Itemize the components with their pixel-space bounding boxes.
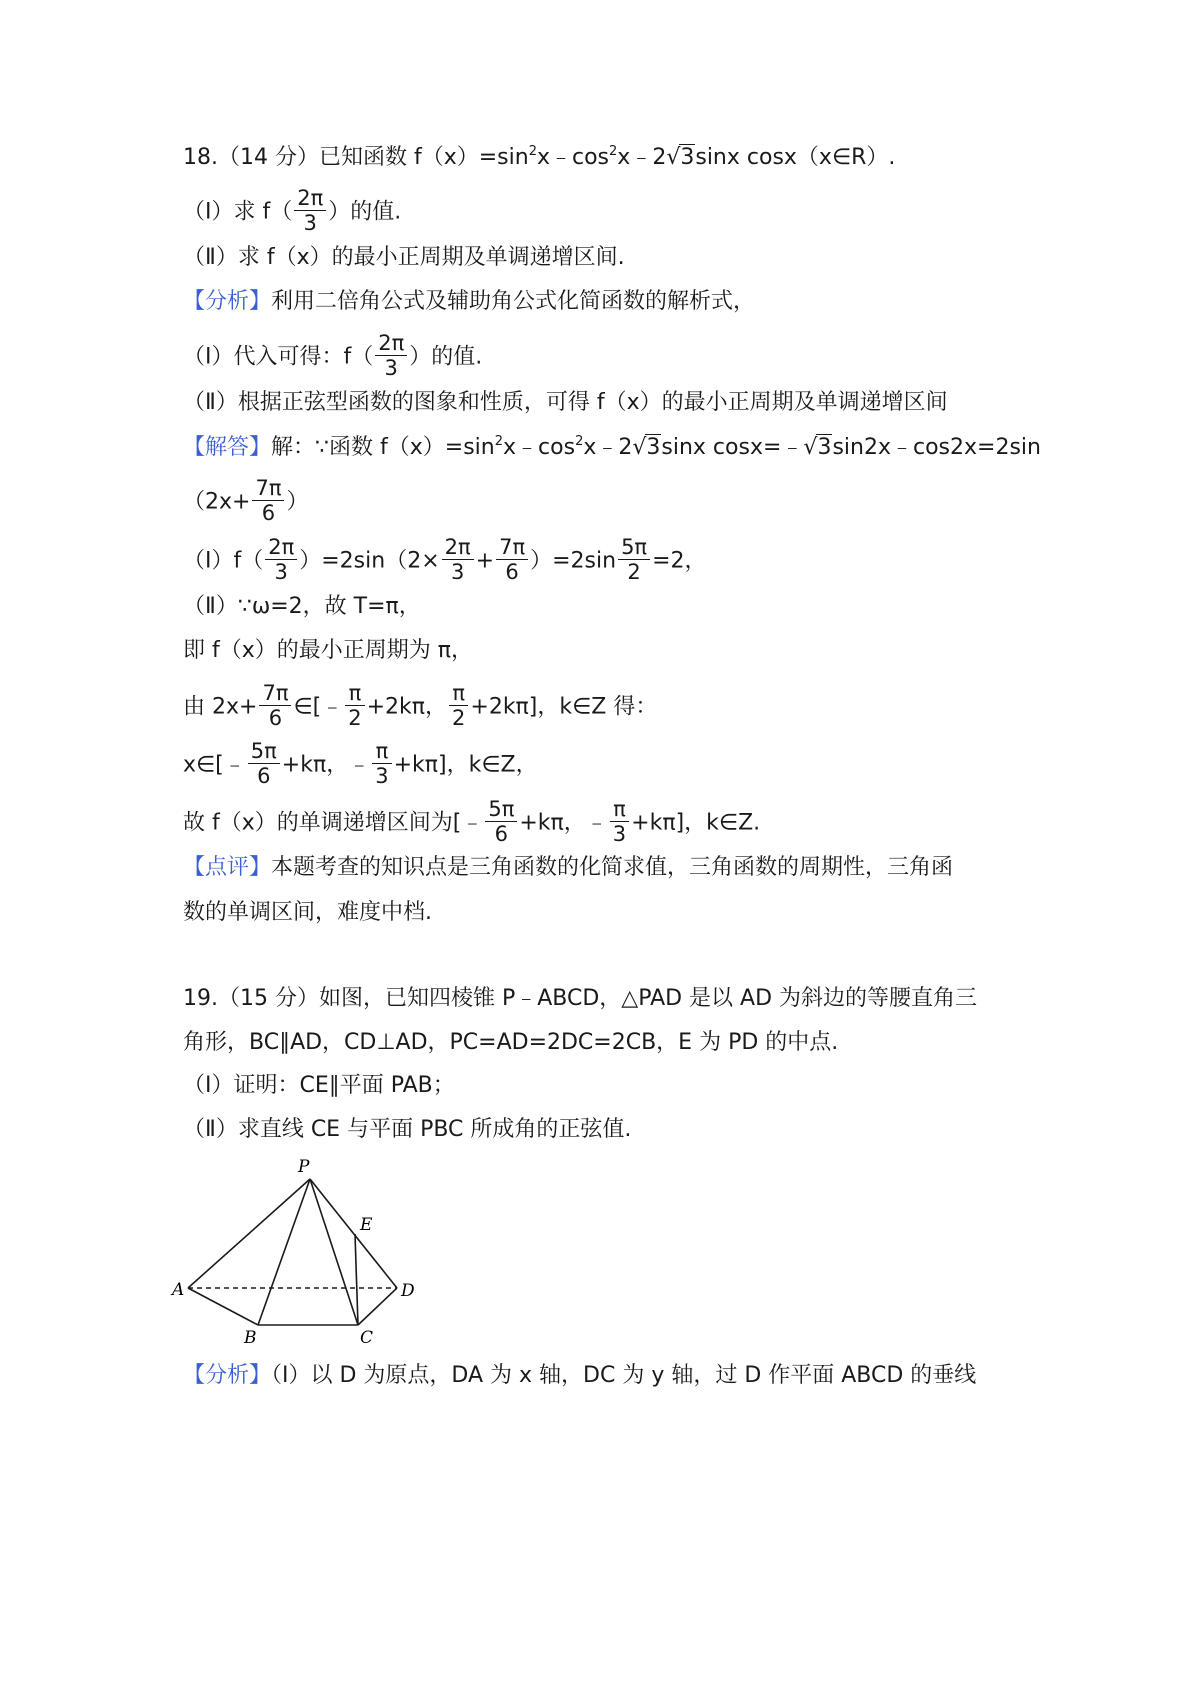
pyramid-figure <box>170 1155 450 1355</box>
label-e: E <box>360 1215 373 1235</box>
sqrt-3: √3 <box>803 435 832 460</box>
fraction: $\frac{2\pi}{3}$ <box>294 186 326 235</box>
edge-pb <box>258 1179 310 1325</box>
q18-solution-interval2: x∈[﹣ $\frac{5\pi}{6}$ +kπ，﹣ $\frac{\pi}{3}$ +kπ]，k∈Z， <box>183 739 538 788</box>
q18-analysis-part2: （Ⅱ）根据正弦型函数的图象和性质，可得 f（x）的最小正周期及单调递增区间 <box>183 390 948 415</box>
fraction: $\frac{2\pi}{3}$ <box>265 535 297 584</box>
fraction: $\frac{7\pi}{6}$ <box>496 535 528 584</box>
label-b: B <box>244 1328 257 1348</box>
fraction: $\frac{5\pi}{2}$ <box>618 535 650 584</box>
q18-solution: 【解答】解：∵函数 $f(x)=\sin^2x﹣\cos^2x﹣2√3\sin x$ cosx=﹣√3sin2x﹣cos2x=2sin <box>183 433 1041 463</box>
sqrt-3: √3 <box>666 145 695 170</box>
fraction: $\frac{2\pi}{3}$ <box>375 331 407 380</box>
sqrt-3: √3 <box>632 435 661 460</box>
q19-statement-cont: 角形，BC∥AD，CD⊥AD，PC=AD=2DC=2CB，E 为 PD 的中点. <box>183 1030 839 1055</box>
fraction: $\frac{\pi}{3}$ <box>610 797 629 846</box>
q18-part2: （Ⅱ）求 f（x）的最小正周期及单调递增区间. <box>183 245 625 270</box>
fraction: $\frac{2\pi}{3}$ <box>442 535 474 584</box>
analysis-tag: 【分析】 <box>183 1363 272 1388</box>
fraction: $\frac{\pi}{2}$ <box>449 681 468 730</box>
q18-comment-cont: 数的单调区间，难度中档. <box>183 900 432 925</box>
edge-pa <box>188 1179 310 1288</box>
solution-tag: 【解答】 <box>183 435 272 460</box>
q18-solution-cont: （2x+ $\frac{7\pi}{6}$ ） <box>183 476 309 525</box>
edge-pd <box>310 1179 397 1288</box>
q18-solution-part1: （Ⅰ）f（ $\frac{2\pi}{3}$ ）=2sin（2× $\frac{2\pi}{3}$ + $\frac{7\pi}{6}$ ）=2sin $\frac{5\pi}{2}$ =2， <box>183 535 707 584</box>
q18-part1: （Ⅰ）求 f（ $\frac{2\pi}{3}$ ）的值. <box>183 186 402 235</box>
q18-statement: 18.（14 分）已知函数 $f(x)=\sin^2x﹣\cos^2x﹣2√3\sin x$ cosx（x∈R）. <box>183 143 895 173</box>
segment-ce <box>355 1234 358 1325</box>
edge-ab <box>188 1288 258 1325</box>
fraction: $\frac{\pi}{3}$ <box>372 739 391 788</box>
q19-analysis: 【分析】（Ⅰ）以 D 为原点，DA 为 x 轴，DC 为 y 轴，过 D 作平面 ABCD 的垂线 <box>183 1363 977 1388</box>
fraction: $\frac{5\pi}{6}$ <box>248 739 280 788</box>
edge-pc <box>310 1179 358 1325</box>
label-p: P <box>298 1157 310 1177</box>
label-c: C <box>360 1328 374 1348</box>
edge-cd <box>358 1288 397 1325</box>
q19-part2: （Ⅱ）求直线 CE 与平面 PBC 所成角的正弦值. <box>183 1117 632 1142</box>
q18-analysis: 【分析】利用二倍角公式及辅助角公式化简函数的解析式， <box>183 289 756 314</box>
q18-solution-interval1: 由 2x+ $\frac{7\pi}{6}$ ∈[﹣ $\frac{\pi}{2}$ +2kπ， $\frac{\pi}{2}$ +2kπ]，k∈Z 得： <box>183 681 658 730</box>
analysis-tag: 【分析】 <box>183 289 272 314</box>
q19-statement: 19.（15 分）如图，已知四棱锥 P﹣ABCD，△PAD 是以 AD 为斜边的等腰直角三 <box>183 986 978 1011</box>
q19-part1: （Ⅰ）证明：CE∥平面 PAB； <box>183 1073 455 1098</box>
fraction: $\frac{\pi}{2}$ <box>345 681 364 730</box>
fraction: $\frac{5\pi}{6}$ <box>485 797 517 846</box>
q18-solution-period: 即 f（x）的最小正周期为 π， <box>183 638 473 663</box>
q18-solution-interval3: 故 f（x）的单调递增区间为[﹣ $\frac{5\pi}{6}$ +kπ，﹣ $\frac{\pi}{3}$ +kπ]，k∈Z. <box>183 797 761 846</box>
comment-tag: 【点评】 <box>183 855 272 880</box>
q18-analysis-part1: （Ⅰ）代入可得：f（ $\frac{2\pi}{3}$ ）的值. <box>183 331 483 380</box>
q18-comment: 【点评】本题考查的知识点是三角函数的化简求值，三角函数的周期性，三角函 <box>183 855 954 880</box>
q18-solution-part2: （Ⅱ）∵ω=2，故 T=π， <box>183 594 421 619</box>
label-a: A <box>172 1280 185 1300</box>
label-d: D <box>401 1281 415 1301</box>
fraction: $\frac{7\pi}{6}$ <box>252 476 284 525</box>
fraction: $\frac{7\pi}{6}$ <box>259 681 291 730</box>
